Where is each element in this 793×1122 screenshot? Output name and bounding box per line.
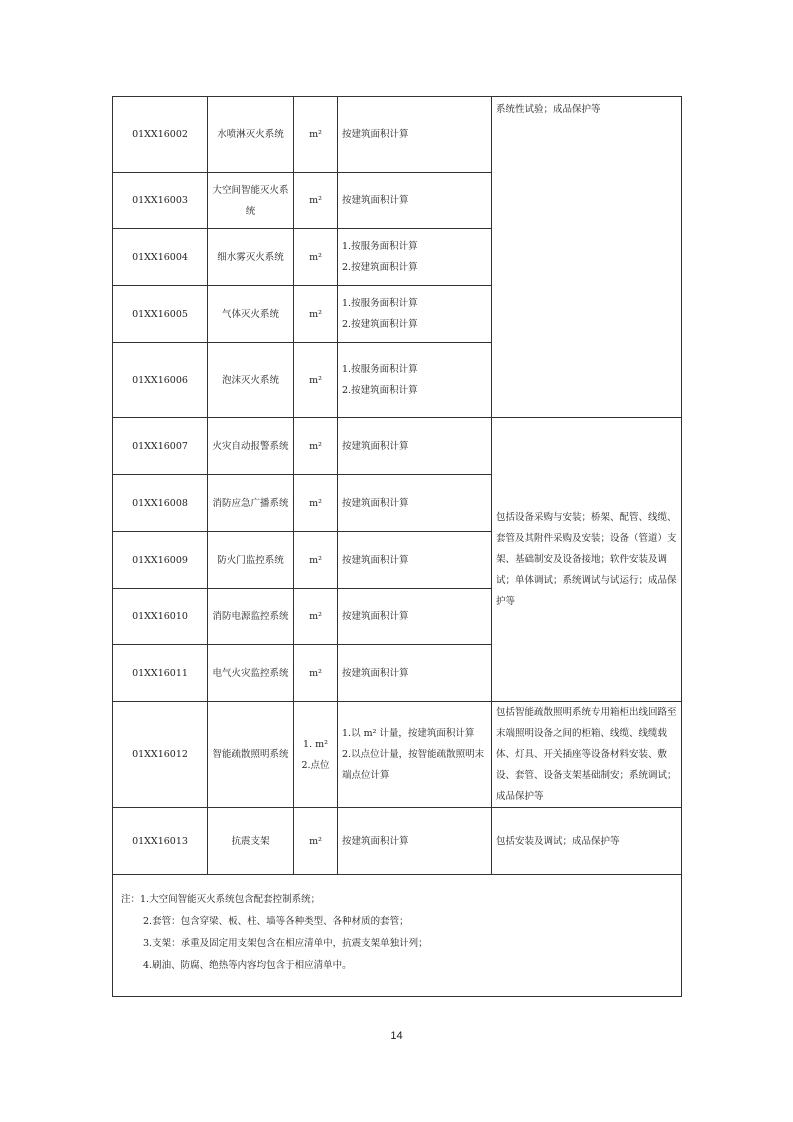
item-name: 电气火灾监控系统 [208, 645, 294, 702]
note-line: 2.套管：包含穿梁、板、柱、墙等各种类型、各种材质的套管； [143, 916, 409, 927]
item-rule: 按建筑面积计算 [338, 418, 492, 475]
item-code: 01XX16013 [113, 808, 208, 875]
item-unit: m² [294, 173, 338, 229]
item-rule: 按建筑面积计算 [338, 532, 492, 589]
item-unit: m² [294, 229, 338, 286]
work-content-row12: 包括智能疏散照明系统专用箱柜出线回路至末端照明设备之间的柜箱、线缆、线缆载体、灯具、开关插座等设备材料安装、敷设、套管、设备支架基础制安；系统调试；成品保护等 [492, 702, 682, 808]
item-code: 01XX16007 [113, 418, 208, 475]
item-rule: 按建筑面积计算 [338, 808, 492, 875]
item-rule: 按建筑面积计算 [338, 475, 492, 532]
note-line: 4.刷油、防腐、绝热等内容均包含于相应清单中。 [143, 960, 352, 971]
item-unit: m² [294, 589, 338, 645]
item-code: 01XX16008 [113, 475, 208, 532]
item-name: 气体灭火系统 [208, 286, 294, 343]
item-code: 01XX16006 [113, 343, 208, 418]
item-name: 抗震支架 [208, 808, 294, 875]
item-code: 01XX16012 [113, 702, 208, 808]
unit-line: 1. m² [303, 738, 328, 750]
item-name: 智能疏散照明系统 [208, 702, 294, 808]
item-name: 消防应急广播系统 [208, 475, 294, 532]
item-rule [338, 343, 492, 418]
item-rule: 按建筑面积计算 [338, 645, 492, 702]
work-content-row13: 包括安装及调试；成品保护等 [492, 808, 682, 875]
rule-line: 2.以点位计量，按智能疏散照明末端点位计算 [342, 749, 485, 781]
item-name: 泡沫灭火系统 [208, 343, 294, 418]
table-row [113, 702, 682, 808]
rule-line: 1.按服务面积计算 [342, 298, 418, 309]
item-rule: 按建筑面积计算 [338, 97, 492, 173]
item-code: 01XX16011 [113, 645, 208, 702]
notes-cell [113, 875, 682, 997]
note-line: 注：1.大空间智能灭火系统包含配套控制系统； [121, 894, 321, 905]
item-code: 01XX16004 [113, 229, 208, 286]
item-name: 水喷淋灭火系统 [208, 97, 294, 173]
item-unit: m² [294, 808, 338, 875]
item-code: 01XX16009 [113, 532, 208, 589]
item-code: 01XX16005 [113, 286, 208, 343]
work-content-group1: 系统性试验；成品保护等 [492, 97, 682, 418]
item-code: 01XX16010 [113, 589, 208, 645]
rule-line: 1.按服务面积计算 [342, 241, 418, 252]
item-name: 细水雾灭火系统 [208, 229, 294, 286]
table-row [113, 418, 682, 475]
item-name: 大空间智能灭火系统 [208, 173, 294, 229]
item-unit: m² [294, 286, 338, 343]
rule-line: 1.以 m² 计量，按建筑面积计算 [342, 728, 475, 739]
item-code: 01XX16002 [113, 97, 208, 173]
item-unit: m² [294, 532, 338, 589]
work-content-group2: 包括设备采购与安装；桥架、配管、线缆、套管及其附件采购及安装；设备（管道）支架、基础制安及设备接地；软件安装及调试；单体调试；系统调试与试运行；成品保护等 [492, 418, 682, 702]
page-number: 14 [390, 1030, 403, 1042]
item-rule [338, 702, 492, 808]
table-row [113, 97, 682, 173]
item-name: 火灾自动报警系统 [208, 418, 294, 475]
table-row [113, 808, 682, 875]
note-line: 3.支架：承重及固定用支架包含在相应清单中，抗震支架单独计列； [143, 938, 428, 949]
rule-line: 1.按服务面积计算 [342, 364, 418, 375]
item-code: 01XX16003 [113, 173, 208, 229]
item-rule [338, 229, 492, 286]
bill-of-quantities-table [112, 96, 682, 997]
item-unit: m² [294, 343, 338, 418]
item-rule [338, 286, 492, 343]
item-name: 防火门监控系统 [208, 532, 294, 589]
rule-line: 2.按建筑面积计算 [342, 319, 418, 330]
item-name: 消防电源监控系统 [208, 589, 294, 645]
item-unit: m² [294, 645, 338, 702]
item-rule: 按建筑面积计算 [338, 173, 492, 229]
item-unit: m² [294, 418, 338, 475]
item-rule: 按建筑面积计算 [338, 589, 492, 645]
rule-line: 2.按建筑面积计算 [342, 262, 418, 273]
item-unit: m² [294, 475, 338, 532]
item-unit: m² [294, 97, 338, 173]
notes-row [113, 875, 682, 997]
rule-line: 2.按建筑面积计算 [342, 385, 418, 396]
item-unit [294, 702, 338, 808]
unit-line: 2.点位 [301, 759, 330, 771]
